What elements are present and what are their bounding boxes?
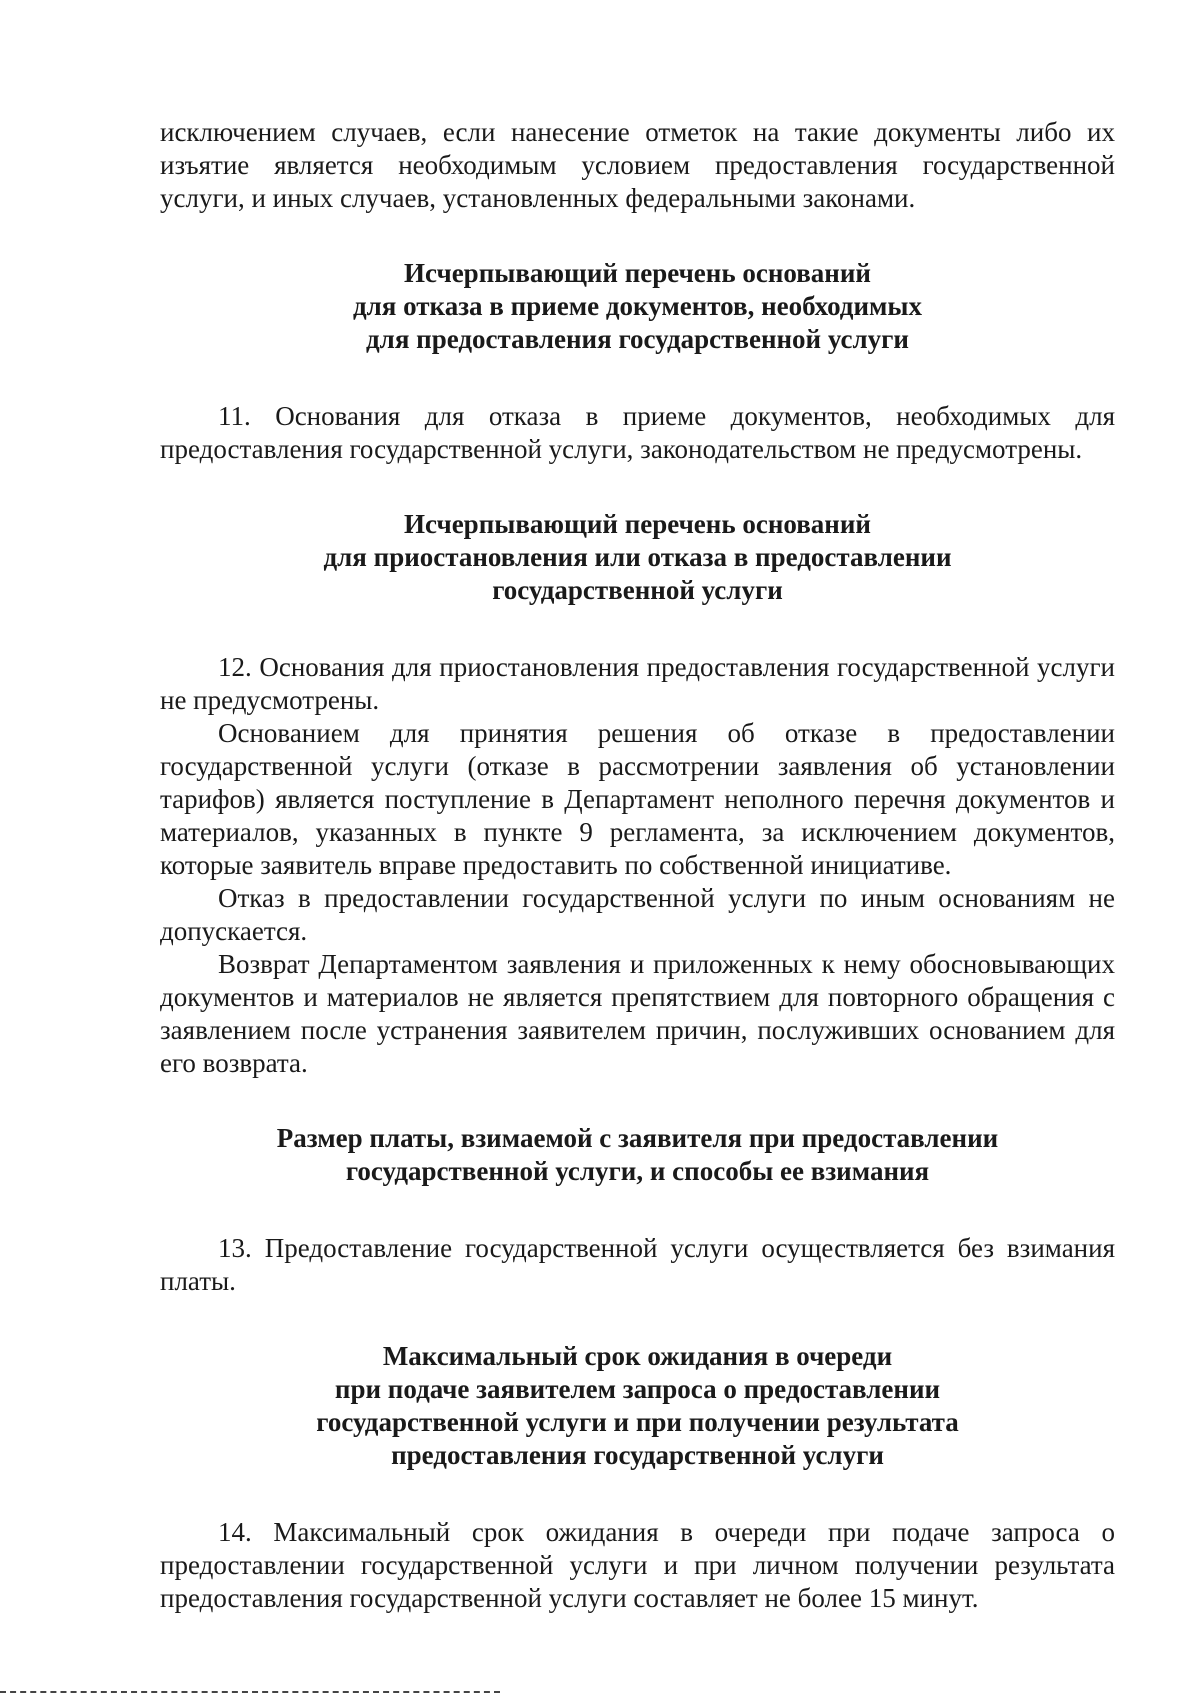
paragraph-refusal-other: Отказ в предоставлении государственной услуги по иным основаниям не допускается. — [160, 883, 1115, 946]
paragraph-14: 14. Максимальный срок ожидания в очереди при подаче запроса о предоставлении государственной услуги и при личном получении результата предоставления государственной услуги составляет не более 15 минут. — [160, 1517, 1115, 1613]
heading-line: предоставления государственной услуги — [391, 1440, 884, 1470]
intro-paragraph: исключением случаев, если нанесение отметок на такие документы либо их изъятие является необходимым условием предоставления государственной услуги, и иных случаев, установленных федеральными законами. — [160, 117, 1115, 213]
heading-line: Размер платы, взимаемой с заявителя при предоставлении — [276, 1123, 999, 1153]
paragraph-refusal-grounds: Основанием для принятия решения об отказе в предоставлении государственной услуги (отказе в рассмотрении заявления об установлении тарифов) является поступление в Департамент неполного перечня документов и материалов, указанных в пункте 9 регламента, за исключением документов, которые заявитель вправе предоставить по собственной инициативе. — [160, 718, 1115, 880]
scan-edge-divider — [0, 1691, 500, 1693]
heading-line: для отказа в приеме документов, необходимых — [352, 291, 922, 321]
document-page — [160, 116, 1115, 1615]
section-heading-suspension — [160, 508, 1115, 607]
paragraph-return: Возврат Департаментом заявления и приложенных к нему обосновывающих документов и материалов не является препятствием для повторного обращения с заявлением после устранения заявителем причин, послуживших основанием для его возврата. — [160, 949, 1115, 1078]
paragraph-12: 12. Основания для приостановления предоставления государственной услуги не предусмотрены. — [160, 652, 1115, 715]
heading-line: государственной услуги, и способы ее взимания — [345, 1156, 930, 1186]
heading-line: для предоставления государственной услуги — [366, 324, 909, 354]
section-heading-fee — [160, 1122, 1115, 1188]
heading-line: государственной услуги и при получении результата — [316, 1407, 959, 1437]
heading-line: Максимальный срок ожидания в очереди — [382, 1341, 893, 1371]
heading-line: Исчерпывающий перечень оснований — [404, 258, 871, 288]
heading-line: Исчерпывающий перечень оснований — [404, 509, 871, 539]
heading-line: при подаче заявителем запроса о предоставлении — [334, 1374, 941, 1404]
section-heading-queue — [160, 1340, 1115, 1472]
heading-line: государственной услуги — [492, 575, 783, 605]
paragraph-13: 13. Предоставление государственной услуги осуществляется без взимания платы. — [160, 1233, 1115, 1296]
paragraph-11: 11. Основания для отказа в приеме документов, необходимых для предоставления государственной услуги, законодательством не предусмотрены. — [160, 401, 1115, 464]
section-heading-refusal-documents — [160, 257, 1115, 356]
heading-line: для приостановления или отказа в предоставлении — [323, 542, 952, 572]
